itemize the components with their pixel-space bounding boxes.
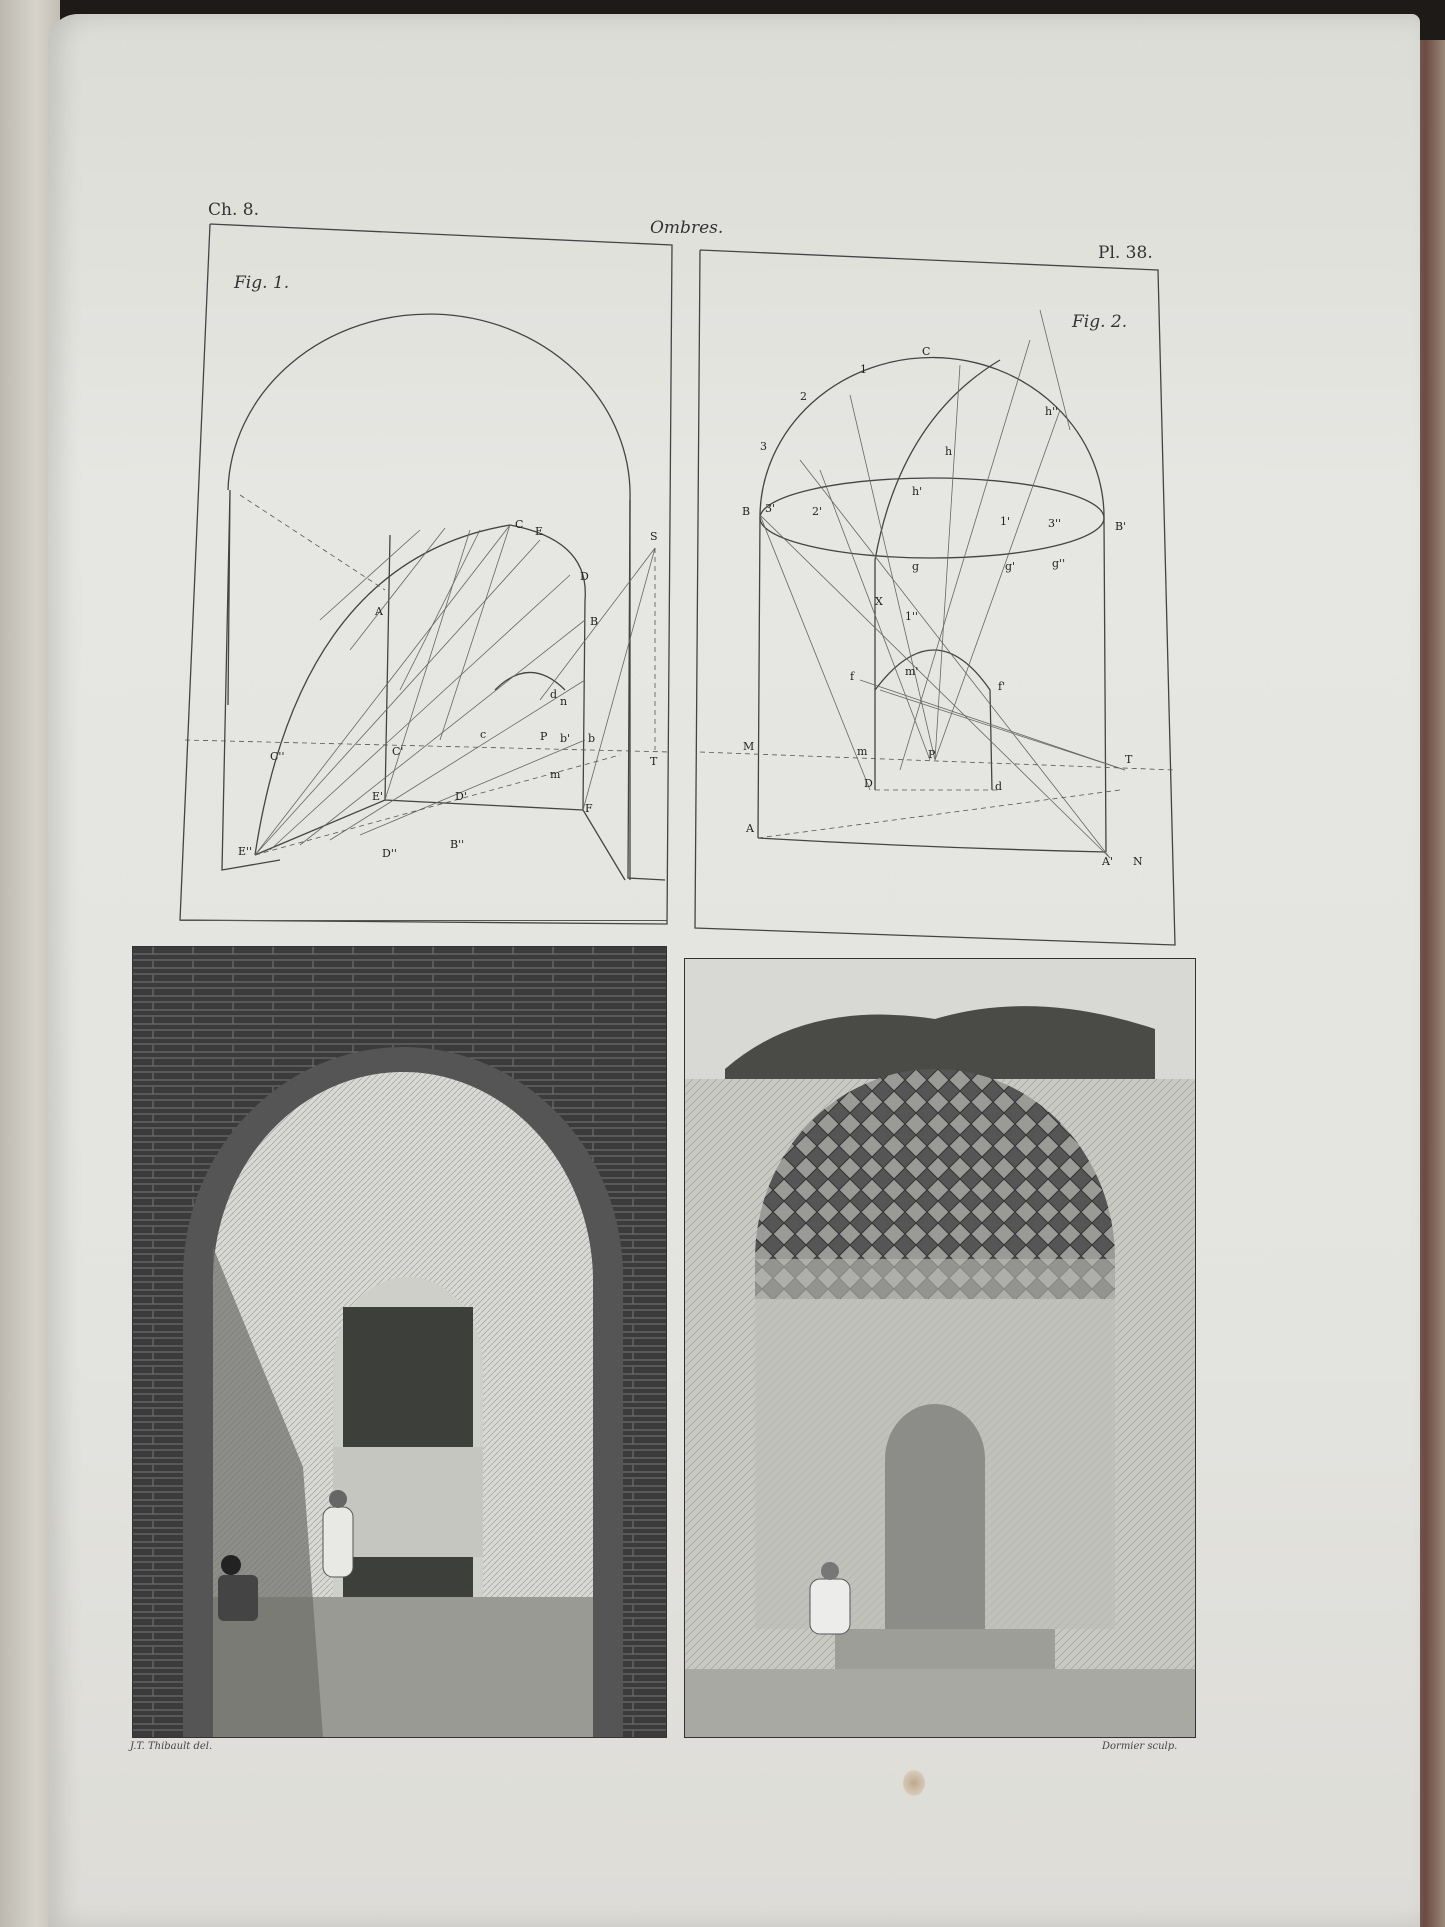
figure-1-letter: B'' — [450, 838, 465, 851]
figure-2-letter: h' — [912, 485, 923, 498]
figure-1-letter: b' — [560, 732, 571, 745]
figure-2-letter: N — [1133, 855, 1143, 868]
figure-1-letter: C'' — [270, 750, 285, 763]
figure-1-letter: n — [560, 695, 568, 708]
figure-2-letter: g'' — [1052, 557, 1066, 570]
arched-passage-illustration — [133, 947, 666, 1737]
figure-2-letter: 2' — [812, 505, 823, 518]
figure-1-letter: S — [650, 530, 658, 543]
credit-engraver: Dormier sculp. — [1102, 1741, 1178, 1752]
engraving-ruined-dome — [684, 958, 1196, 1738]
figure-1-letter: B — [590, 615, 599, 628]
figure-2-letter: 1'' — [905, 610, 919, 623]
figure-2-letter: C — [922, 345, 931, 358]
figure-2-letter: m — [857, 745, 868, 758]
figure-1-letter: C — [515, 518, 524, 531]
chapter-label: Ch. 8. — [208, 200, 259, 220]
figure-2-letter: g — [912, 560, 920, 573]
figure-2-letter: f' — [998, 680, 1006, 693]
figure-2-letter: A' — [1102, 855, 1113, 868]
figure-1-label: Fig. 1. — [234, 273, 290, 293]
figure-1-letter: E — [535, 525, 544, 538]
figure-1-letter: c — [480, 728, 487, 741]
figure-2-letter: 1 — [860, 363, 867, 376]
figure-1-letter: E'' — [238, 845, 253, 858]
engraving-arched-passage — [132, 946, 667, 1738]
figure-2-letter: X — [875, 595, 883, 608]
figure-1-letter: b — [588, 732, 596, 745]
figure-1-letter: T — [650, 755, 658, 768]
figure-2-letter: M — [743, 740, 755, 753]
figure-1-letter: D' — [455, 790, 467, 803]
figure-2-letter: 2 — [800, 390, 807, 403]
figure-2-letter: f — [850, 670, 855, 683]
figure-2-letter: B — [742, 505, 751, 518]
figure-2-letter: T — [1125, 753, 1133, 766]
figure-2-letter: 3 — [760, 440, 767, 453]
figure-2-letter: h — [945, 445, 953, 458]
figure-2-letter: A — [746, 822, 754, 835]
figure-1-letter: d — [550, 688, 558, 701]
plate-title: Ombres. — [650, 218, 724, 238]
figure-1-letter: C' — [392, 745, 404, 758]
figure-1-letter: D — [580, 570, 589, 583]
figure-1-letter: D'' — [382, 847, 397, 860]
foxing-stain — [903, 1770, 925, 1796]
figure-2-letter: 1' — [1000, 515, 1011, 528]
figure-2-letter: d — [995, 780, 1003, 793]
figure-1-letter: A — [375, 605, 383, 618]
figure-1-letter: P — [540, 730, 548, 743]
figure-2-letter: 3' — [765, 502, 776, 515]
figure-2-letter: P — [928, 748, 936, 761]
figure-2-letter: h'' — [1045, 405, 1059, 418]
figure-2-letter: g' — [1005, 560, 1016, 573]
figure-1-letter: E' — [372, 790, 384, 803]
figure-1-letter: F — [585, 802, 593, 815]
figure-2-letter: B' — [1115, 520, 1127, 533]
figure-2-letter: 3'' — [1048, 517, 1062, 530]
figure-2-label: Fig. 2. — [1072, 312, 1128, 332]
credit-draftsman: J.T. Thibault del. — [130, 1741, 213, 1752]
plate-number: Pl. 38. — [1098, 243, 1153, 263]
ruined-dome-illustration — [685, 959, 1195, 1737]
figure-2-letter: D — [864, 777, 873, 790]
figure-1-letter: m — [550, 768, 561, 781]
figure-2-letter: m' — [905, 665, 919, 678]
